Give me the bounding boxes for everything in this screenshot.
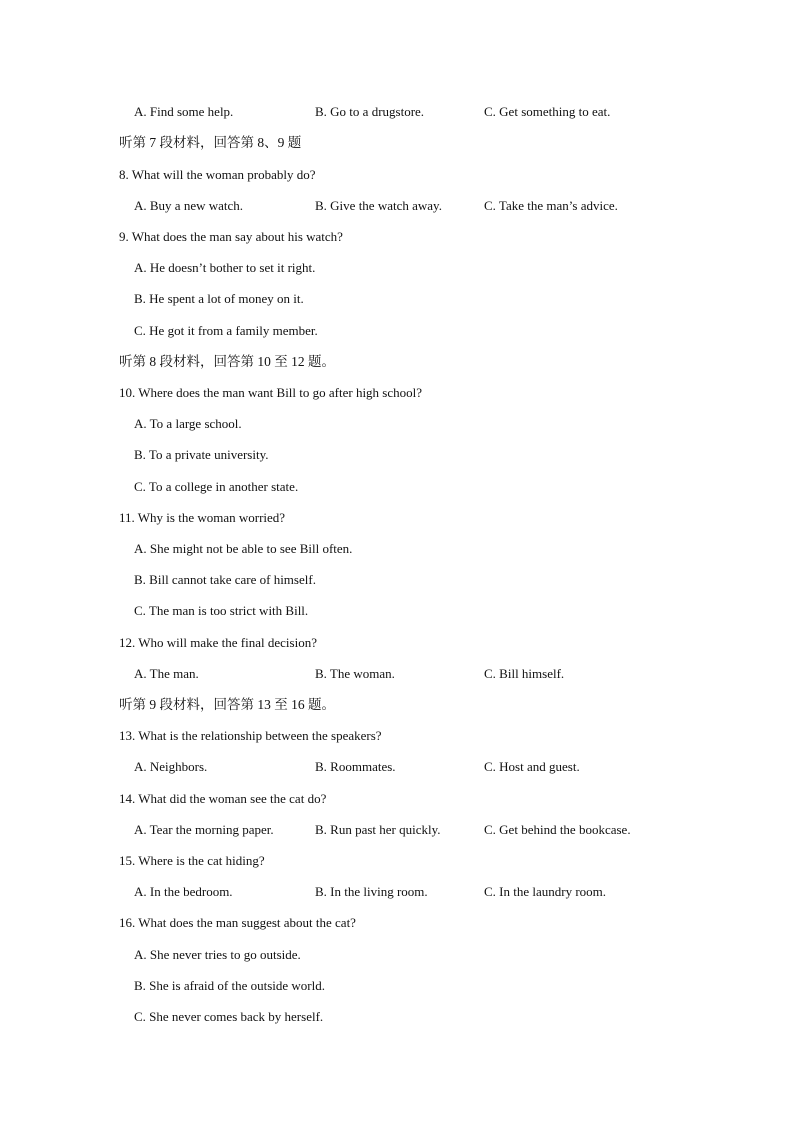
option-b: B. Bill cannot take care of himself.	[134, 572, 316, 587]
option-c: C. Get something to eat.	[484, 104, 611, 119]
option-a: A. The man.	[134, 666, 199, 681]
option-c: C. Take the man’s advice.	[484, 198, 618, 213]
question-12: 12. Who will make the final decision?	[119, 635, 317, 650]
option-b: B. The woman.	[315, 666, 395, 681]
option-b: B. He spent a lot of money on it.	[134, 291, 304, 306]
option-a: A. Find some help.	[134, 104, 234, 119]
options-row-q8	[0, 196, 794, 216]
question-15: 15. Where is the cat hiding?	[119, 853, 265, 868]
options-row-q7	[0, 102, 794, 122]
option-b: B. Roommates.	[315, 759, 396, 774]
option-a: A. Buy a new watch.	[134, 198, 244, 213]
question-13: 13. What is the relationship between the speakers?	[119, 728, 382, 743]
option-b: B. Go to a drugstore.	[315, 104, 425, 119]
option-a: A. He doesn’t bother to set it right.	[134, 260, 316, 275]
options-row-q15	[0, 882, 794, 902]
question-16: 16. What does the man suggest about the cat?	[119, 915, 356, 930]
question-14: 14. What did the woman see the cat do?	[119, 791, 327, 806]
option-c: C. He got it from a family member.	[134, 323, 318, 338]
option-c: C. The man is too strict with Bill.	[134, 603, 309, 618]
option-b: B. Give the watch away.	[315, 198, 442, 213]
option-c: C. Get behind the bookcase.	[484, 822, 631, 837]
option-c: C. To a college in another state.	[134, 479, 299, 494]
option-a: A. Tear the morning paper.	[134, 822, 274, 837]
option-c: C. She never comes back by herself.	[134, 1009, 324, 1024]
option-a: A. To a large school.	[134, 416, 242, 431]
option-c: C. Bill himself.	[484, 666, 565, 681]
options-row-q13	[0, 757, 794, 777]
option-b: B. Run past her quickly.	[315, 822, 441, 837]
options-row-q12	[0, 664, 794, 684]
options-row-q14	[0, 820, 794, 840]
option-a: A. In the bedroom.	[134, 884, 233, 899]
option-c: C. Host and guest.	[484, 759, 580, 774]
question-11: 11. Why is the woman worried?	[119, 510, 286, 525]
option-a: A. Neighbors.	[134, 759, 208, 774]
question-8: 8. What will the woman probably do?	[119, 167, 316, 182]
option-a: A. She might not be able to see Bill often.	[134, 541, 353, 556]
option-b: B. In the living room.	[315, 884, 428, 899]
section-heading-9: 听第 9 段材料，回答第 13 至 16 题。	[119, 697, 335, 712]
option-b: B. To a private university.	[134, 447, 269, 462]
question-10: 10. Where does the man want Bill to go after high school?	[119, 385, 423, 400]
section-heading-8: 听第 8 段材料，回答第 10 至 12 题。	[119, 354, 335, 369]
question-9: 9. What does the man say about his watch?	[119, 229, 343, 244]
option-c: C. In the laundry room.	[484, 884, 607, 899]
option-b: B. She is afraid of the outside world.	[134, 978, 325, 993]
section-heading-7: 听第 7 段材料，回答第 8、9 题	[119, 135, 302, 150]
option-a: A. She never tries to go outside.	[134, 947, 301, 962]
